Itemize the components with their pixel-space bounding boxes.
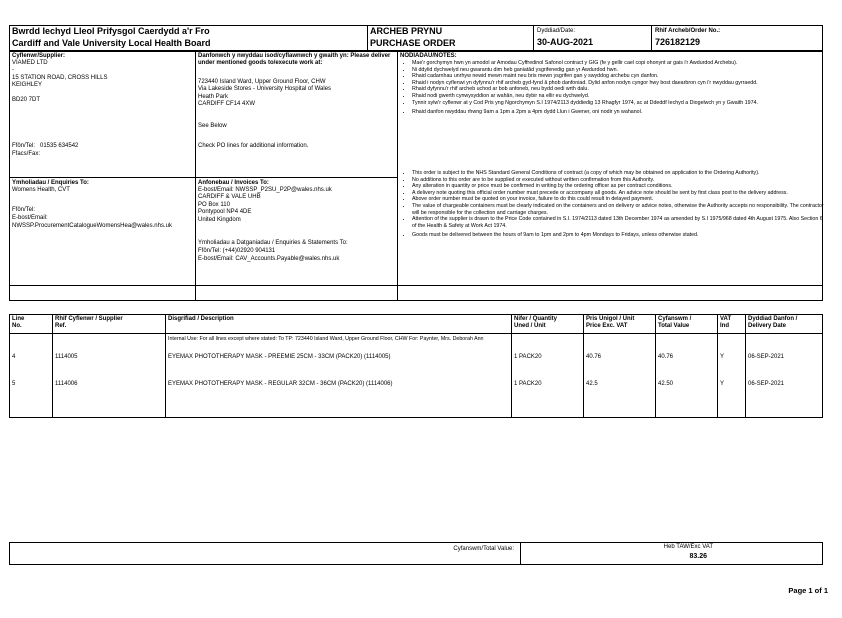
note-english: • No additions to this order are to be supplied or executed without written confirmation from this Authority. (412, 177, 828, 184)
note-english: • Any alteration in quantity or price must be confirmed in writing by the ordering officer as per contract conditions. (412, 183, 828, 190)
row-supplier-ref: 1114005 (55, 354, 78, 360)
line-items-table (9, 314, 823, 418)
order-no-value: 726182129 (655, 37, 701, 47)
date-label: Dyddiad/Date: (537, 28, 576, 34)
col-header-total: Cyfanswm / Total Value (658, 316, 692, 330)
doc-title-welsh: ARCHEB PRYNU (370, 26, 443, 36)
note-welsh: • Ni ddylid dychwelyd neu gwarantu dim heb ganiatâd ysgrifenedig gan yr Awdurdod hwn. (412, 67, 828, 74)
col-header-delivery-date: Dyddiad Danfon / Delivery Date (748, 316, 798, 330)
col-header-supplier-ref: Rhif Cyflenwr / Supplier Ref. (55, 316, 123, 330)
total-value: 83.26 (689, 553, 707, 560)
date-value: 30-AUG-2021 (537, 37, 594, 47)
note-english: • The value of chargeable containers must be clearly indicated on the containers and on delivery or advice notes, otherwise the Authority accepts no responsibility. The contractor will be responsible for the collection and carriage charges. (412, 203, 828, 216)
col-header-vat: VAT Ind (720, 316, 732, 330)
col-header-line: Line No. (12, 316, 25, 330)
enquiries-name: Womens Health, CVT (12, 187, 70, 193)
row-unit-price: 42.5 (586, 381, 598, 387)
statements-tel: Ffôn/Tel: (+44)02920 904131 (198, 248, 276, 254)
org-name-english: Cardiff and Vale University Local Health Board (12, 38, 211, 48)
row-line-no: 5 (12, 381, 16, 387)
note-welsh: • Rhaid cadarnhau unrhyw newid mewn maint neu bris mewn ysgrifen gan y swyddog archebu cyn danfon. (412, 73, 828, 80)
row-vat: Y (720, 354, 725, 360)
col-header-unit: Nifer / Quantity Uned / Unit (514, 316, 558, 330)
invoices-label: Anfonebau / Invoices To: (198, 180, 269, 186)
note-welsh: • Rhaid nodi gwerth cynwysyddion ar wahân, neu dybir na ellir eu dychwelyd. (412, 93, 828, 100)
row-unit: 1 PACK20 (514, 354, 542, 360)
delivery-check-note: Check PO lines for additional information. (198, 143, 309, 149)
note-english: • Attention of the supplier is drawn to the Price Code contained in S.I. 1974/2113 dated 13th December 1974 as amended by S.I 1975/968 dated 4th August 1975. Also Section 6 of the Health & Safety at Work Act 1974. (412, 216, 828, 229)
supplier-label: Cyflenwr/Supplier: (12, 53, 66, 59)
supplier-fax: Ffacs/Fax: (12, 151, 41, 157)
note-welsh: • Rhaid danfon nwyddau rhwng 9am a 1pm a 2pm a 4pm dydd Llun i Gwener, oni nodir yn wahanol. (412, 109, 828, 116)
supplier-address: VIAMED LTD - 15 STATION ROAD, CROSS HILLS KEIGHLEY BD20 7DT (12, 60, 108, 104)
row-unit-price: 40.76 (586, 354, 602, 360)
note-english: • A delivery note quoting this official order number must precede or accompany all goods. An advice note should be sent by first class post to the delivery address. (412, 190, 828, 197)
page-number: Page 1 of 1 (788, 586, 828, 595)
invoices-address: E-bost/Email: NWSSP_P2SU_P2P@wales.nhs.uk CARDIFF & VALE UHB PO Box 110 Pontypool NP4 4DE United Kingdom (198, 187, 332, 223)
order-no-label: Rhif Archeb/Order No.: (655, 28, 721, 34)
notes-english-list (400, 170, 828, 239)
enquiries-email: NWSSP.ProcurementCatalogueWomensHea@wales.nhs.uk (12, 223, 172, 229)
enquiries-label: Ymholiadau / Enquiries To: (12, 180, 89, 186)
note-welsh: • Tynnir sylw'r cyflenwr at y Cod Pris yng Ngorchymyn S.I 1974/2113 dyddiedig 13 Rhagfyr 1974, ac at Ddeddf Iechyd a Diogelwch yn y Gwaith 1974. (412, 100, 828, 107)
internal-use-note: Internal Use: For all lines except where stated: To TP: 723440 Island Ward, Upper Ground Floor, CHW For: Paynter, Mrs. Deborah Ann (168, 336, 484, 342)
doc-title-english: PURCHASE ORDER (370, 38, 456, 48)
row-delivery-date: 06-SEP-2021 (748, 354, 785, 360)
statements-email: E-bost/Email: CAV_Accounts.Payable@wales.nhs.uk (198, 256, 340, 262)
row-description: EYEMAX PHOTOTHERAPY MASK - REGULAR 32CM - 36CM (PACK20) (1114006) (168, 381, 393, 387)
row-unit: 1 PACK20 (514, 381, 542, 387)
row-vat: Y (720, 381, 725, 387)
delivery-address: 723440 Island Ward, Upper Ground Floor, CHW Via Lakeside Stores - University Hospital of Wales Heath Park CARDIFF CF14 4XW (198, 79, 332, 108)
note-welsh: • Mae'r gorchymyn hwn yn amodol ar Amodau Cyffredinol Safonol contract y GIG (fe y gellir cael copi ohonynt ar gais i'r Awdurdod Archebu). (412, 60, 828, 67)
col-header-description: Disgrifiad / Description (168, 316, 234, 322)
statements-label: Ymholiadau a Datganiadau / Enquiries & Statements To: (198, 240, 348, 246)
notes-label: NODIADAU/NOTES: (400, 53, 457, 59)
delivery-see-below: See Below (198, 123, 227, 129)
supplier-tel: Ffôn/Tel: 01535 634542 (12, 143, 79, 149)
note-english: • This order is subject to the NHS Standard General Conditions of contract (a copy of which may be obtained on application to the Ordering Authority). (412, 170, 828, 177)
row-total: 40.76 (658, 354, 674, 360)
note-welsh: • Rhaid dyfynnu'r rhif archeb uchod ar bob anfoneb, neu bydd oedi wrth dalu. (412, 86, 828, 93)
note-welsh: • Rhaid i nodyn cyflenwi yn dyfynnu'r rhif archeb gyd-fynd â phob danfoniad. Dylid anfon nodyn cyngor hwy bost daearbron cyn i'r nwyddau gyrraedd. (412, 80, 828, 87)
row-line-no: 4 (12, 354, 16, 360)
enquiries-email-label: E-bost/Email: (12, 215, 48, 221)
row-description: EYEMAX PHOTOTHERAPY MASK - PREEMIE 25CM - 33CM (PACK20) (1114005) (168, 354, 391, 360)
note-english: • Goods must be delivered between the hours of 9am to 1pm and 2pm to 4pm Mondays to Fridays, unless otherwise stated. (412, 232, 828, 239)
delivery-label: Danfonwch y nwyddau isod/cyflawnwch y gwaith yn: Please deliver under mentioned goods to/execute work at: (198, 53, 391, 67)
org-name-welsh: Bwrdd Iechyd Lleol Prifysgol Caerdydd a'r Fro (12, 26, 210, 36)
row-total: 42.50 (658, 381, 674, 387)
row-delivery-date: 06-SEP-2021 (748, 381, 785, 387)
col-header-unit-price: Pris Unigol / Unit Price Exc. VAT (586, 316, 635, 330)
note-english: • Above order number must be quoted on your invoice, failure to do this could result in delayed payment. (412, 196, 828, 203)
notes-welsh-list (400, 60, 828, 116)
total-label: Cyfanswm/Total Value: (453, 546, 514, 552)
row-supplier-ref: 1114006 (55, 381, 78, 387)
enquiries-tel: Ffôn/Tel: (12, 207, 36, 213)
vat-label: Heb TAW/Exc VAT (663, 544, 713, 550)
